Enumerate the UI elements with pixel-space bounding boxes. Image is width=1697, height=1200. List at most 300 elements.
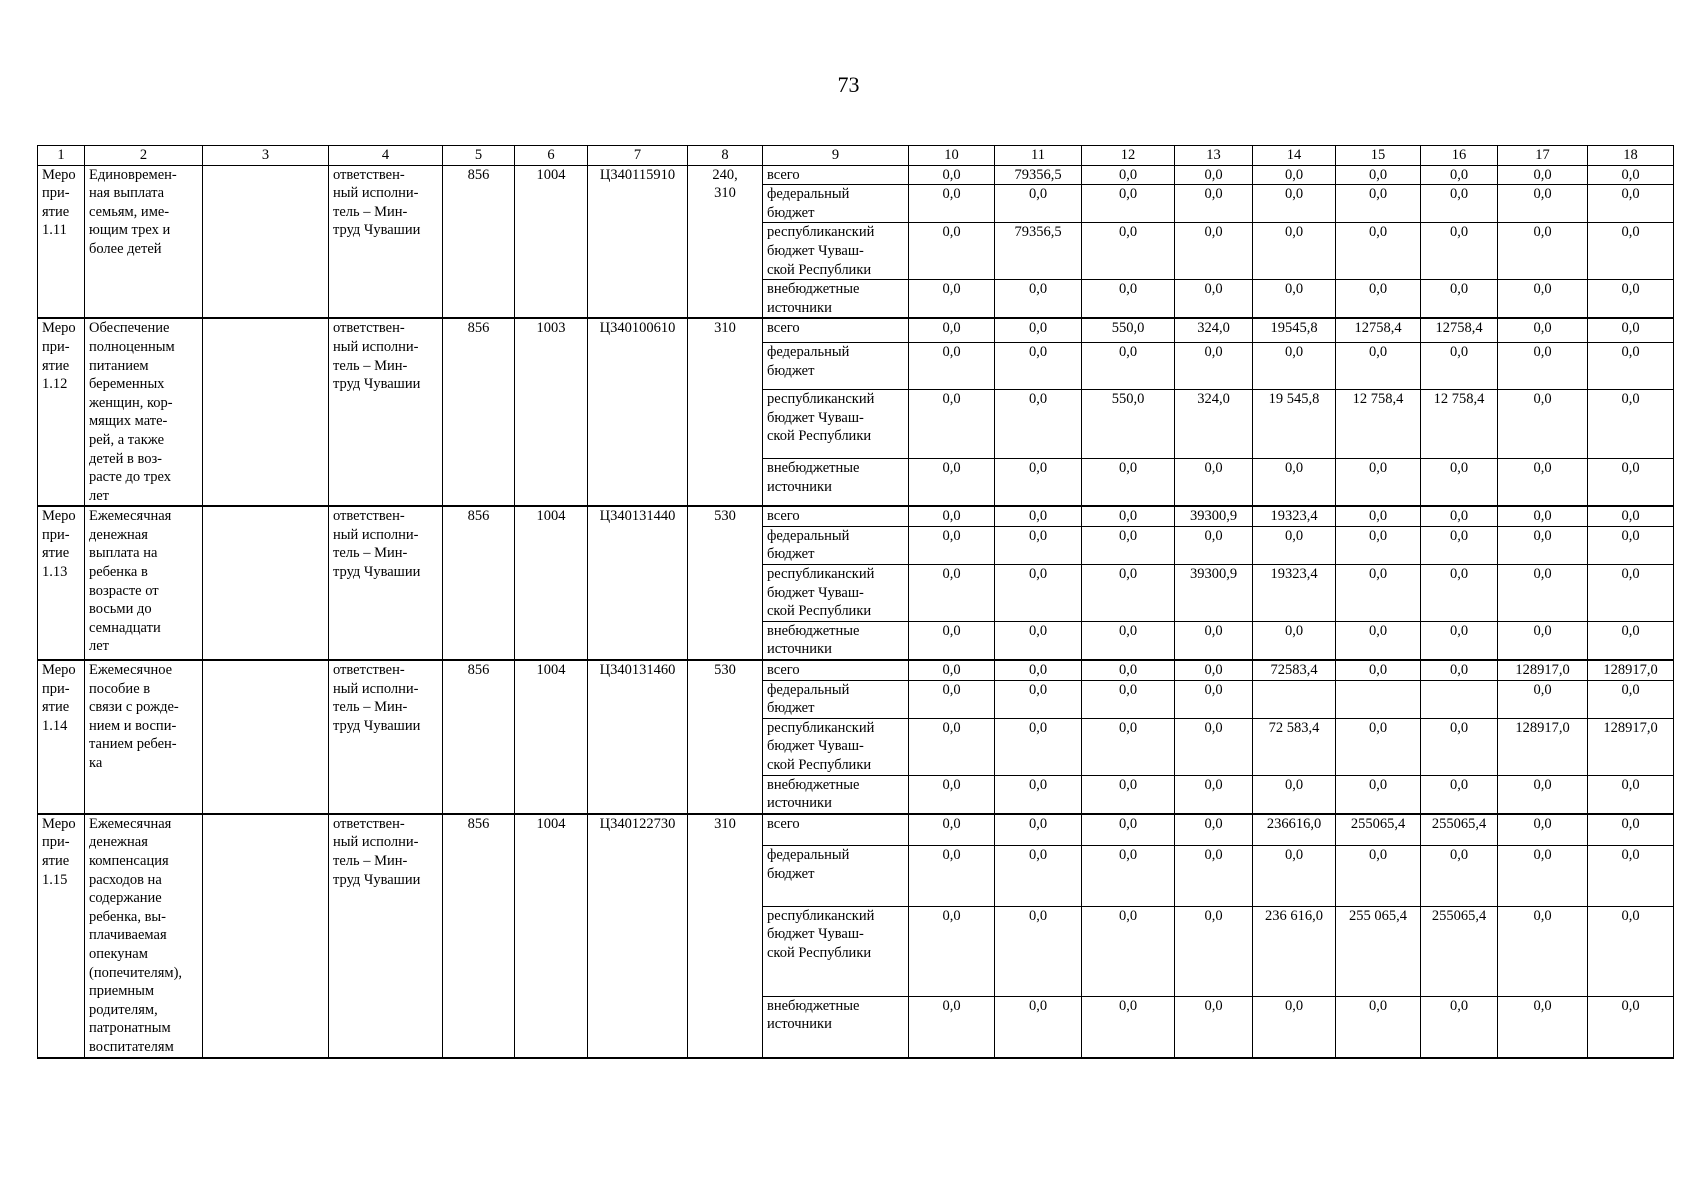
funding-value: 0,0 <box>1421 660 1498 680</box>
funding-source <box>763 280 909 319</box>
funding-value: 0,0 <box>1082 526 1175 564</box>
measure-executor-line: труд Чувашии <box>333 222 421 239</box>
expense-type-code <box>688 506 763 660</box>
funding-value: 0,0 <box>1498 185 1588 223</box>
measure-title <box>85 660 203 814</box>
measure-label-line: при- <box>42 834 70 851</box>
funding-value: 0,0 <box>1421 718 1498 775</box>
funding-value: 0,0 <box>1588 223 1674 280</box>
funding-value: 0,0 <box>1421 775 1498 814</box>
measure-label-line: Меро <box>42 166 76 183</box>
funding-value: 0,0 <box>1421 165 1498 185</box>
funding-value: 0,0 <box>995 526 1082 564</box>
measure-title-line: (попечителям), <box>89 964 183 981</box>
funding-value: 0,0 <box>1175 223 1253 280</box>
funding-value: 0,0 <box>995 343 1082 390</box>
measure-executor-line: тель – Мин- <box>333 699 408 716</box>
measure-title <box>85 814 203 1058</box>
funding-value: 0,0 <box>1421 459 1498 506</box>
funding-value: 0,0 <box>1421 506 1498 526</box>
measure-col3 <box>203 814 329 1058</box>
funding-value: 0,0 <box>1421 565 1498 622</box>
measure-executor-line: ответствен- <box>333 662 405 679</box>
funding-value: 0,0 <box>1498 459 1588 506</box>
measure-label-line: Меро <box>42 815 76 832</box>
funding-value: 0,0 <box>1498 526 1588 564</box>
funding-value: 0,0 <box>1588 621 1674 660</box>
measure-label <box>38 318 85 506</box>
measure-title <box>85 318 203 506</box>
expense-type-line: 310 <box>714 185 736 202</box>
funding-source-line: ской Республики <box>767 603 872 620</box>
funding-value: 0,0 <box>1421 185 1498 223</box>
funding-source <box>763 621 909 660</box>
funding-value: 255065,4 <box>1336 814 1421 846</box>
funding-value: 0,0 <box>995 506 1082 526</box>
measure-executor-line: ответствен- <box>333 508 405 525</box>
funding-source-line: федеральный <box>767 527 850 544</box>
measure-executor-line: ный исполни- <box>333 338 419 355</box>
page-number: 73 <box>837 72 860 97</box>
measure-title-line: Обеспечение <box>89 320 170 337</box>
column-number-cell: 18 <box>1588 146 1674 166</box>
funding-value: 0,0 <box>1175 280 1253 319</box>
funding-value: 0,0 <box>909 223 995 280</box>
measure-title-line: семнадцати <box>89 619 161 636</box>
funding-value: 0,0 <box>909 775 995 814</box>
funding-value: 0,0 <box>1082 621 1175 660</box>
funding-value: 0,0 <box>1082 846 1175 907</box>
funding-value: 0,0 <box>1082 814 1175 846</box>
funding-value: 0,0 <box>1082 343 1175 390</box>
funding-value: 0,0 <box>1336 660 1421 680</box>
funding-value: 0,0 <box>909 526 995 564</box>
funding-source-line: бюджет <box>767 204 815 221</box>
funding-value: 0,0 <box>995 318 1082 343</box>
funding-value: 0,0 <box>1498 775 1588 814</box>
funding-value: 0,0 <box>1421 846 1498 907</box>
funding-value: 128917,0 <box>1588 660 1674 680</box>
funding-value: 0,0 <box>1082 680 1175 718</box>
measure-label-line: ятие <box>42 699 70 716</box>
funding-value: 0,0 <box>1498 680 1588 718</box>
target-code: Ц340122730 <box>588 814 688 1058</box>
funding-value: 0,0 <box>1253 621 1336 660</box>
column-number-cell: 17 <box>1498 146 1588 166</box>
measure-executor-line: ный исполни- <box>333 834 419 851</box>
measure-executor-line: ный исполни- <box>333 526 419 543</box>
funding-source <box>763 814 909 846</box>
funding-value: 0,0 <box>1588 390 1674 459</box>
measure-title-line: денежная <box>89 526 148 543</box>
target-code: Ц340115910 <box>588 165 688 318</box>
measure-title-line: танием ребен- <box>89 736 177 753</box>
funding-value: 0,0 <box>1082 660 1175 680</box>
funding-source-line: всего <box>767 662 800 679</box>
column-number-cell: 14 <box>1253 146 1336 166</box>
measure-title-line: женщин, кор- <box>89 394 173 411</box>
measure-executor-line: ответствен- <box>333 320 405 337</box>
funding-value: 0,0 <box>1498 906 1588 996</box>
measure-label-line: Меро <box>42 508 76 525</box>
funding-value: 0,0 <box>995 996 1082 1057</box>
measure-title-line: полноценным <box>89 338 175 355</box>
funding-source <box>763 996 909 1057</box>
funding-value: 0,0 <box>1336 996 1421 1057</box>
funding-value: 0,0 <box>1082 996 1175 1057</box>
funding-source-line: республиканский <box>767 907 875 924</box>
funding-source <box>763 343 909 390</box>
funding-value: 0,0 <box>1253 343 1336 390</box>
measure-title-line: расте до трех <box>89 469 172 486</box>
funding-value: 0,0 <box>1588 680 1674 718</box>
funding-source-line: бюджет Чуваш- <box>767 584 864 601</box>
funding-value: 0,0 <box>1421 343 1498 390</box>
funding-source <box>763 185 909 223</box>
column-number-cell: 2 <box>85 146 203 166</box>
funding-value: 0,0 <box>1588 846 1674 907</box>
measure-title-line: семьям, име- <box>89 203 170 220</box>
funding-value: 0,0 <box>1498 280 1588 319</box>
funding-source-line: республиканский <box>767 224 875 241</box>
funding-value: 0,0 <box>1498 565 1588 622</box>
measure-label-line: 1.11 <box>42 222 67 239</box>
expense-type-code <box>688 318 763 506</box>
funding-source-line: бюджет <box>767 362 815 379</box>
funding-value: 72 583,4 <box>1253 718 1336 775</box>
funding-value: 0,0 <box>909 996 995 1057</box>
measure-executor-line: ответствен- <box>333 815 405 832</box>
measure-title-line: воспитателям <box>89 1038 174 1055</box>
funding-value: 0,0 <box>1336 718 1421 775</box>
section-code: 1004 <box>515 660 588 814</box>
funding-value: 0,0 <box>1082 775 1175 814</box>
funding-value: 324,0 <box>1175 390 1253 459</box>
funding-source-line: ской Республики <box>767 261 872 278</box>
measure-title-line: ная выплата <box>89 185 165 202</box>
funding-source-line: всего <box>767 166 800 183</box>
funding-value: 0,0 <box>1253 775 1336 814</box>
expense-type-line: 310 <box>714 320 736 337</box>
funding-value: 0,0 <box>1082 718 1175 775</box>
funding-value: 0,0 <box>995 718 1082 775</box>
measure-label-line: ятие <box>42 203 70 220</box>
funding-source-line: бюджет <box>767 700 815 717</box>
funding-source-line: источники <box>767 641 832 658</box>
measure-title-line: беременных <box>89 376 165 393</box>
column-number-cell: 4 <box>329 146 443 166</box>
funding-value: 0,0 <box>1421 223 1498 280</box>
measure-title-line: нием и воспи- <box>89 717 177 734</box>
funding-value: 0,0 <box>995 459 1082 506</box>
funding-value: 128917,0 <box>1588 718 1674 775</box>
measure-source-row <box>38 660 1674 680</box>
funding-source <box>763 526 909 564</box>
measure-title-line: родителям, <box>89 1001 158 1018</box>
funding-value <box>1336 680 1421 718</box>
funding-value: 19 545,8 <box>1253 390 1336 459</box>
measure-title-line: связи с рожде- <box>89 699 179 716</box>
funding-source <box>763 846 909 907</box>
funding-source <box>763 906 909 996</box>
expense-type-line: 530 <box>714 508 736 525</box>
funding-value: 0,0 <box>1588 506 1674 526</box>
funding-value: 72583,4 <box>1253 660 1336 680</box>
funding-value: 0,0 <box>909 621 995 660</box>
funding-value: 0,0 <box>1498 390 1588 459</box>
funding-value: 0,0 <box>1588 906 1674 996</box>
column-number-cell: 16 <box>1421 146 1498 166</box>
funding-value: 128917,0 <box>1498 718 1588 775</box>
measure-title-line: компенсация <box>89 852 169 869</box>
funding-value: 0,0 <box>909 680 995 718</box>
funding-value: 0,0 <box>1588 280 1674 319</box>
funding-source-line: всего <box>767 320 800 337</box>
funding-value: 324,0 <box>1175 318 1253 343</box>
measure-label <box>38 165 85 318</box>
funding-source-line: внебюджетные <box>767 997 860 1014</box>
funding-source <box>763 318 909 343</box>
measure-source-row <box>38 318 1674 343</box>
funding-source-line: внебюджетные <box>767 776 860 793</box>
funding-value: 0,0 <box>1253 996 1336 1057</box>
measure-source-row <box>38 165 1674 185</box>
funding-value: 0,0 <box>1175 459 1253 506</box>
measure-label-line: при- <box>42 526 70 543</box>
funding-value: 0,0 <box>1498 814 1588 846</box>
grbs-code: 856 <box>443 506 515 660</box>
funding-source <box>763 680 909 718</box>
measure-label-line: 1.13 <box>42 564 68 581</box>
funding-value: 0,0 <box>1588 814 1674 846</box>
funding-value: 19545,8 <box>1253 318 1336 343</box>
funding-source-line: республиканский <box>767 391 875 408</box>
column-number-cell: 7 <box>588 146 688 166</box>
funding-source <box>763 223 909 280</box>
funding-value: 0,0 <box>909 343 995 390</box>
funding-value: 0,0 <box>1421 280 1498 319</box>
funding-source-line: внебюджетные <box>767 460 860 477</box>
funding-value: 0,0 <box>1175 185 1253 223</box>
program-measures-table <box>37 145 1674 1059</box>
measure-executor-line: труд Чувашии <box>333 871 421 888</box>
funding-value: 79356,5 <box>995 223 1082 280</box>
measure-label-line: ятие <box>42 852 70 869</box>
measure-title-line: Ежемесячное <box>89 662 173 679</box>
funding-value: 0,0 <box>1588 318 1674 343</box>
funding-value: 0,0 <box>1336 526 1421 564</box>
funding-value: 0,0 <box>1253 165 1336 185</box>
funding-source-line: бюджет <box>767 546 815 563</box>
funding-value: 0,0 <box>995 390 1082 459</box>
funding-value: 0,0 <box>1336 223 1421 280</box>
funding-source-line: ской Республики <box>767 428 872 445</box>
measure-label-line: при- <box>42 680 70 697</box>
measure-title-line: питанием <box>89 357 149 374</box>
measure-executor <box>329 165 443 318</box>
measure-label-line: 1.14 <box>42 717 68 734</box>
measure-executor-line: тель – Мин- <box>333 203 408 220</box>
measure-title-line: ющим трех и <box>89 222 171 239</box>
funding-source-line: источники <box>767 299 832 316</box>
measure-label-line: 1.12 <box>42 376 68 393</box>
funding-value: 0,0 <box>1082 280 1175 319</box>
measure-title-line: детей в воз- <box>89 450 162 467</box>
funding-value: 0,0 <box>1336 506 1421 526</box>
funding-value: 12758,4 <box>1421 318 1498 343</box>
funding-source <box>763 390 909 459</box>
funding-value: 0,0 <box>1498 223 1588 280</box>
funding-value: 0,0 <box>909 814 995 846</box>
funding-value: 12 758,4 <box>1336 390 1421 459</box>
funding-value: 0,0 <box>1175 814 1253 846</box>
funding-value: 0,0 <box>1336 185 1421 223</box>
section-code: 1004 <box>515 506 588 660</box>
funding-value: 19323,4 <box>1253 506 1336 526</box>
funding-value: 0,0 <box>909 390 995 459</box>
measure-col3 <box>203 165 329 318</box>
section-code: 1004 <box>515 165 588 318</box>
funding-value: 0,0 <box>1082 459 1175 506</box>
funding-value: 0,0 <box>909 280 995 319</box>
measure-title-line: Единовремен- <box>89 166 177 183</box>
expense-type-code <box>688 165 763 318</box>
funding-source <box>763 718 909 775</box>
funding-value: 79356,5 <box>995 165 1082 185</box>
funding-value: 12 758,4 <box>1421 390 1498 459</box>
funding-value: 0,0 <box>1588 459 1674 506</box>
funding-value: 0,0 <box>909 718 995 775</box>
expense-type-code <box>688 660 763 814</box>
funding-value: 0,0 <box>1082 223 1175 280</box>
column-number-row <box>38 146 1674 166</box>
funding-value: 255065,4 <box>1421 814 1498 846</box>
grbs-code: 856 <box>443 660 515 814</box>
funding-value: 0,0 <box>1253 846 1336 907</box>
funding-value: 0,0 <box>1498 621 1588 660</box>
funding-value: 0,0 <box>909 459 995 506</box>
measure-title-line: восьми до <box>89 601 152 618</box>
funding-value: 0,0 <box>995 565 1082 622</box>
funding-source-line: федеральный <box>767 344 850 361</box>
funding-value <box>1421 680 1498 718</box>
funding-source <box>763 660 909 680</box>
measure-executor <box>329 506 443 660</box>
grbs-code: 856 <box>443 318 515 506</box>
column-number-cell: 9 <box>763 146 909 166</box>
funding-source-line: всего <box>767 508 800 525</box>
funding-value: 0,0 <box>1336 846 1421 907</box>
funding-value: 128917,0 <box>1498 660 1588 680</box>
column-number-cell: 8 <box>688 146 763 166</box>
funding-value: 0,0 <box>1175 680 1253 718</box>
measure-col3 <box>203 318 329 506</box>
funding-value: 39300,9 <box>1175 565 1253 622</box>
funding-value: 0,0 <box>1336 565 1421 622</box>
funding-value: 0,0 <box>1421 621 1498 660</box>
funding-source-line: внебюджетные <box>767 281 860 298</box>
funding-value: 0,0 <box>995 906 1082 996</box>
measure-title <box>85 506 203 660</box>
funding-value: 0,0 <box>1175 343 1253 390</box>
funding-source <box>763 165 909 185</box>
expense-type-line: 310 <box>714 815 736 832</box>
funding-source-line: источники <box>767 795 832 812</box>
section-code: 1004 <box>515 814 588 1058</box>
measure-executor-line: труд Чувашии <box>333 717 421 734</box>
measure-title-line: возрасте от <box>89 582 159 599</box>
funding-value: 236616,0 <box>1253 814 1336 846</box>
measure-title <box>85 165 203 318</box>
funding-source-line: бюджет Чуваш- <box>767 738 864 755</box>
funding-source-line: внебюджетные <box>767 622 860 639</box>
measure-title-line: приемным <box>89 983 155 1000</box>
funding-value: 0,0 <box>1175 718 1253 775</box>
funding-value: 0,0 <box>909 846 995 907</box>
funding-value: 39300,9 <box>1175 506 1253 526</box>
funding-value: 0,0 <box>909 906 995 996</box>
funding-value: 0,0 <box>1175 996 1253 1057</box>
funding-value: 0,0 <box>995 185 1082 223</box>
measure-title-line: ребенка, вы- <box>89 908 166 925</box>
measure-source-row <box>38 814 1674 846</box>
funding-source-line: ской Республики <box>767 757 872 773</box>
measure-label-line: ятие <box>42 545 70 562</box>
funding-value: 0,0 <box>995 775 1082 814</box>
funding-source-line: бюджет Чуваш- <box>767 926 864 943</box>
funding-value: 236 616,0 <box>1253 906 1336 996</box>
grbs-code: 856 <box>443 814 515 1058</box>
target-code: Ц340131440 <box>588 506 688 660</box>
funding-value: 0,0 <box>1498 165 1588 185</box>
funding-value: 0,0 <box>1588 996 1674 1057</box>
funding-source-line: республиканский <box>767 566 875 583</box>
funding-value: 0,0 <box>1588 343 1674 390</box>
funding-value: 0,0 <box>1082 506 1175 526</box>
funding-value <box>1253 680 1336 718</box>
funding-value: 0,0 <box>1498 996 1588 1057</box>
measure-title-line: плачиваемая <box>89 927 167 944</box>
measure-col3 <box>203 660 329 814</box>
measure-title-line: пособие в <box>89 680 151 697</box>
funding-value: 0,0 <box>1175 775 1253 814</box>
funding-source <box>763 565 909 622</box>
funding-source-line: ской Республики <box>767 944 872 961</box>
measure-title-line: Ежемесячная <box>89 508 172 525</box>
column-number-cell: 11 <box>995 146 1082 166</box>
measure-title-line: лет <box>89 487 110 504</box>
funding-source-line: источники <box>767 1016 832 1033</box>
funding-source-line: бюджет Чуваш- <box>767 242 864 259</box>
funding-value: 0,0 <box>1082 165 1175 185</box>
measure-title-line: рей, а также <box>89 431 165 448</box>
funding-source-line: всего <box>767 815 800 832</box>
measure-label <box>38 506 85 660</box>
funding-value: 0,0 <box>1175 526 1253 564</box>
column-number-cell: 5 <box>443 146 515 166</box>
funding-value: 0,0 <box>909 506 995 526</box>
measure-executor <box>329 318 443 506</box>
funding-value: 12758,4 <box>1336 318 1421 343</box>
funding-value: 0,0 <box>1588 185 1674 223</box>
section-code: 1003 <box>515 318 588 506</box>
funding-value: 0,0 <box>1175 165 1253 185</box>
funding-value: 0,0 <box>995 680 1082 718</box>
funding-value: 0,0 <box>995 621 1082 660</box>
funding-value: 0,0 <box>1336 775 1421 814</box>
measure-source-row <box>38 506 1674 526</box>
funding-value: 0,0 <box>1253 459 1336 506</box>
